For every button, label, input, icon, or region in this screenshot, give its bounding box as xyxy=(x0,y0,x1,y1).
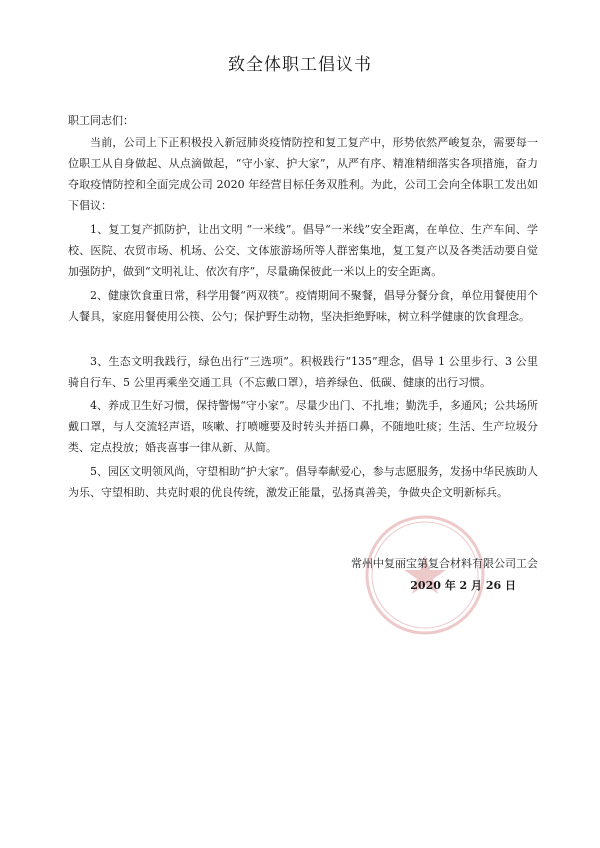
intro-paragraph: 当前，公司上下正积极投入新冠肺炎疫情防控和复工复产中，形势依然严峻复杂，需要每一位职工从自身做起、从点滴做起，“守小家、护大家”，从严有序、精准精细落实各项措施，奋力夺取疫情防控和全面完成公司 2020 年经营目标任务双胜利。为此，公司工会向全体职工发出如下倡议： xyxy=(68,136,538,212)
signature-date: 2020 年 2 月 26 日 xyxy=(410,579,516,592)
proposal-paragraph-4: 4、养成卫生好习惯，保持警惕“守小家”。尽量少出门、不扎堆；勤洗手，多通风；公共场所戴口罩，与人交流轻声语，咳嗽、打喷嚏要及时转头并捂口鼻，不随地吐痰；生活、生产垃圾分类、定点投放；婚丧喜事一律从新、从简。 xyxy=(68,399,538,454)
signature-organization: 常州中复丽宝第复合材料有限公司工会 xyxy=(351,557,538,570)
proposal-paragraph-2: 2、健康饮食重日常，科学用餐“两双筷”。疫情期间不聚餐，倡导分餐分食，单位用餐使用个人餐具，家庭用餐使用公筷、公勺；保护野生动物，坚决拒绝野味，树立科学健康的饮食理念。 xyxy=(68,289,538,323)
proposal-paragraph-5: 5、园区文明领风尚，守望相助“护大家”。倡导奉献爱心，参与志愿服务，发扬中华民族助人为乐、守望相助、共克时艰的优良传统，激发正能量，弘扬真善美，争做央企文明新标兵。 xyxy=(68,465,538,499)
proposal-paragraph-3: 3、生态文明我践行，绿色出行“三选项”。积极践行“135”理念，倡导 1 公里步行、3 公里骑自行车、5 公里再乘坐交通工具（不忘戴口罩），培养绿色、低碳、健康的出行习惯。 xyxy=(68,355,538,389)
page-title: 致全体职工倡议书 xyxy=(228,55,372,75)
greeting: 职工同志们： xyxy=(68,114,134,127)
proposal-paragraph-1: 1、复工复产抓防护，让出文明 “一米线”。倡导“一米线”安全距离，在单位、生产车间、学校、医院、农贸市场、机场、公交、文体旅游场所等人群密集地，复工复产以及各类活动要自觉加强防护，做到“文明礼让、依次有序”，尽量确保彼此一米以上的安全距离。 xyxy=(68,223,538,278)
